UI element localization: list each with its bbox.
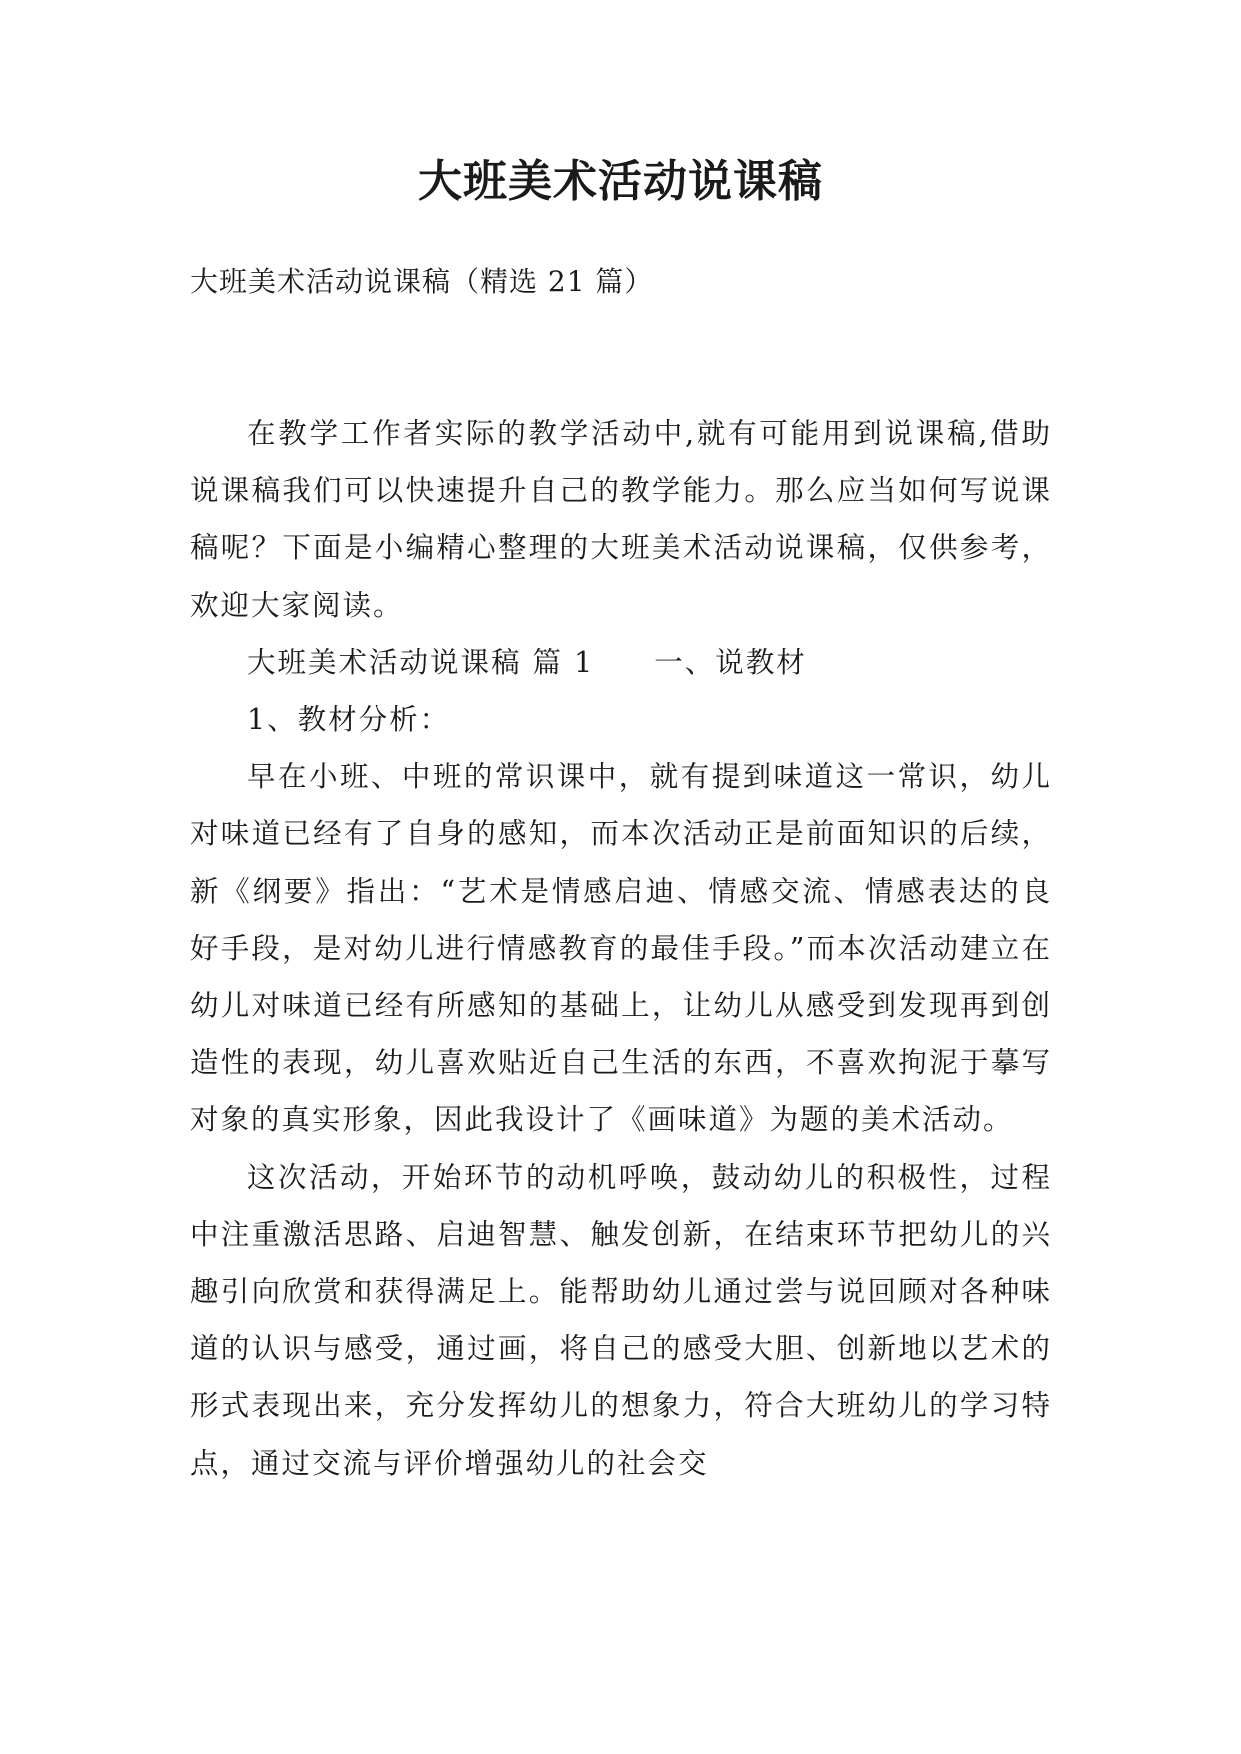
item-heading: 1、教材分析： xyxy=(247,703,451,737)
section-heading-line xyxy=(190,634,1052,691)
page-title: 大班美术活动说课稿 xyxy=(418,156,823,207)
document-subtitle: 大班美术活动说课稿（精选 21 篇） xyxy=(190,265,654,298)
section-heading: 大班美术活动说课稿 篇 1 xyxy=(247,645,595,679)
body-paragraph-2: 这次活动，开始环节的动机呼唤，鼓动幼儿的积极性，过程中注重激活思路、启迪智慧、触发创新，在结束环节把幼儿的兴趣引向欣赏和获得满足上。能帮助幼儿通过尝与说回顾对各种味道的认识与感受，通过画，将自己的感受大胆、创新地以艺术的形式表现出来，充分发挥幼儿的想象力，符合大班幼儿的学习特点，通过交流与评价增强幼儿的社会交 xyxy=(190,1160,1052,1480)
document-body xyxy=(190,405,1052,1492)
intro-paragraph: 在教学工作者实际的教学活动中,就有可能用到说课稿,借助说课稿我们可以快速提升自己的教学能力。那么应当如何写说课稿呢？下面是小编精心整理的大班美术活动说课稿，仅供参考，欢迎大家阅读。 xyxy=(190,417,1052,622)
section-subheading: 一、说教材 xyxy=(654,645,807,679)
body-paragraph-1: 早在小班、中班的常识课中，就有提到味道这一常识，幼儿对味道已经有了自身的感知，而本次活动正是前面知识的后续，新《纲要》指出：“艺术是情感启迪、情感交流、情感表达的良好手段，是对幼儿进行情感教育的最佳手段。”而本次活动建立在幼儿对味道已经有所感知的基础上，让幼儿从感受到发现再到创造性的表现，幼儿喜欢贴近自己生活的东西，不喜欢拘泥于摹写对象的真实形象，因此我设计了《画味道》为题的美术活动。 xyxy=(190,760,1052,1137)
